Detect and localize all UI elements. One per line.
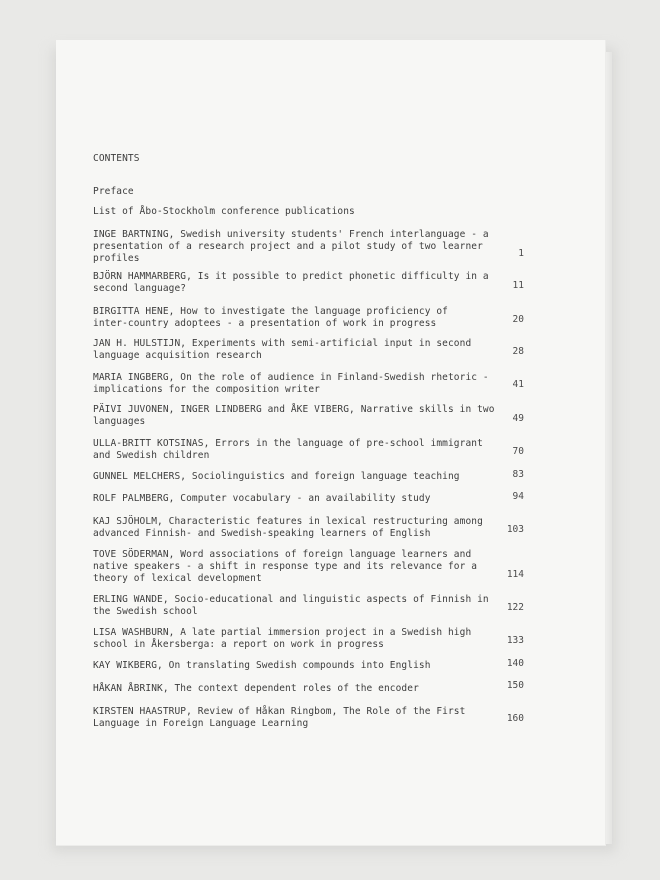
entry-text: JAN H. HULSTIJN, Experiments with semi-artificial input in second language acquisition research (93, 338, 472, 361)
entry-page: 41 (512, 379, 524, 390)
entry-page: 70 (512, 446, 524, 457)
entry-text: LISA WASHBURN, A late partial immersion project in a Swedish high school in Åkersberga: a report on work in progress (93, 627, 472, 650)
entry-text: KAY WIKBERG, On translating Swedish compounds into English (93, 660, 431, 671)
entry-page: 160 (506, 713, 524, 724)
entry-page: 114 (506, 569, 524, 580)
entry-text: INGE BARTNING, Swedish university students' French interlanguage - a presentation of a research project and a pilot study of two learner profiles (93, 229, 489, 264)
entry-page: 133 (506, 635, 524, 646)
entry-page: 11 (512, 280, 524, 291)
entry-text: TOVE SÖDERMAN, Word associations of foreign language learners and native speakers - a shift in response type and its relevance for a theory of lexical development (93, 549, 478, 584)
preface-line: Preface (93, 186, 134, 197)
entry-page: 1 (518, 248, 524, 259)
contents-heading: CONTENTS (93, 153, 140, 164)
entry-text: HÅKAN ÅBRINK, The context dependent roles of the encoder (93, 683, 419, 694)
entry-text: ERLING WANDE, Socio-educational and linguistic aspects of Finnish in the Swedish school (93, 594, 489, 617)
entry-text: ULLA-BRITT KOTSINAS, Errors in the language of pre-school immigrant and Swedish children (93, 438, 483, 461)
entry-text: PÄIVI JUVONEN, INGER LINDBERG and ÅKE VIBERG, Narrative skills in two languages (93, 404, 495, 427)
entry-page: 20 (512, 314, 524, 325)
entry-text: KIRSTEN HAASTRUP, Review of Håkan Ringbom, The Role of the First Language in Foreign Language Learning (93, 706, 466, 729)
entry-page: 150 (506, 680, 524, 691)
entry-page: 83 (512, 469, 524, 480)
entry-text: BJÖRN HAMMARBERG, Is it possible to predict phonetic difficulty in a second language? (93, 271, 489, 294)
entry-page: 28 (512, 346, 524, 357)
entry-text: GUNNEL MELCHERS, Sociolinguistics and foreign language teaching (93, 471, 460, 482)
entry-page: 103 (506, 524, 524, 535)
entry-page: 94 (512, 491, 524, 502)
entry-page: 49 (512, 413, 524, 424)
entry-text: MARIA INGBERG, On the role of audience in Finland-Swedish rhetoric - implications for the composition writer (93, 372, 489, 395)
entry-text: KAJ SJÖHOLM, Characteristic features in lexical restructuring among advanced Finnish- and Swedish-speaking learners of English (93, 516, 483, 539)
entry-page: 140 (506, 658, 524, 669)
contents-page (56, 40, 606, 846)
entry-page: 122 (506, 602, 524, 613)
publications-line: List of Åbo-Stockholm conference publications (93, 206, 355, 217)
entry-text: BIRGITTA HENE, How to investigate the language proficiency of inter-country adoptees - a presentation of work in progress (93, 306, 448, 329)
entry-text: ROLF PALMBERG, Computer vocabulary - an availability study (93, 493, 431, 504)
